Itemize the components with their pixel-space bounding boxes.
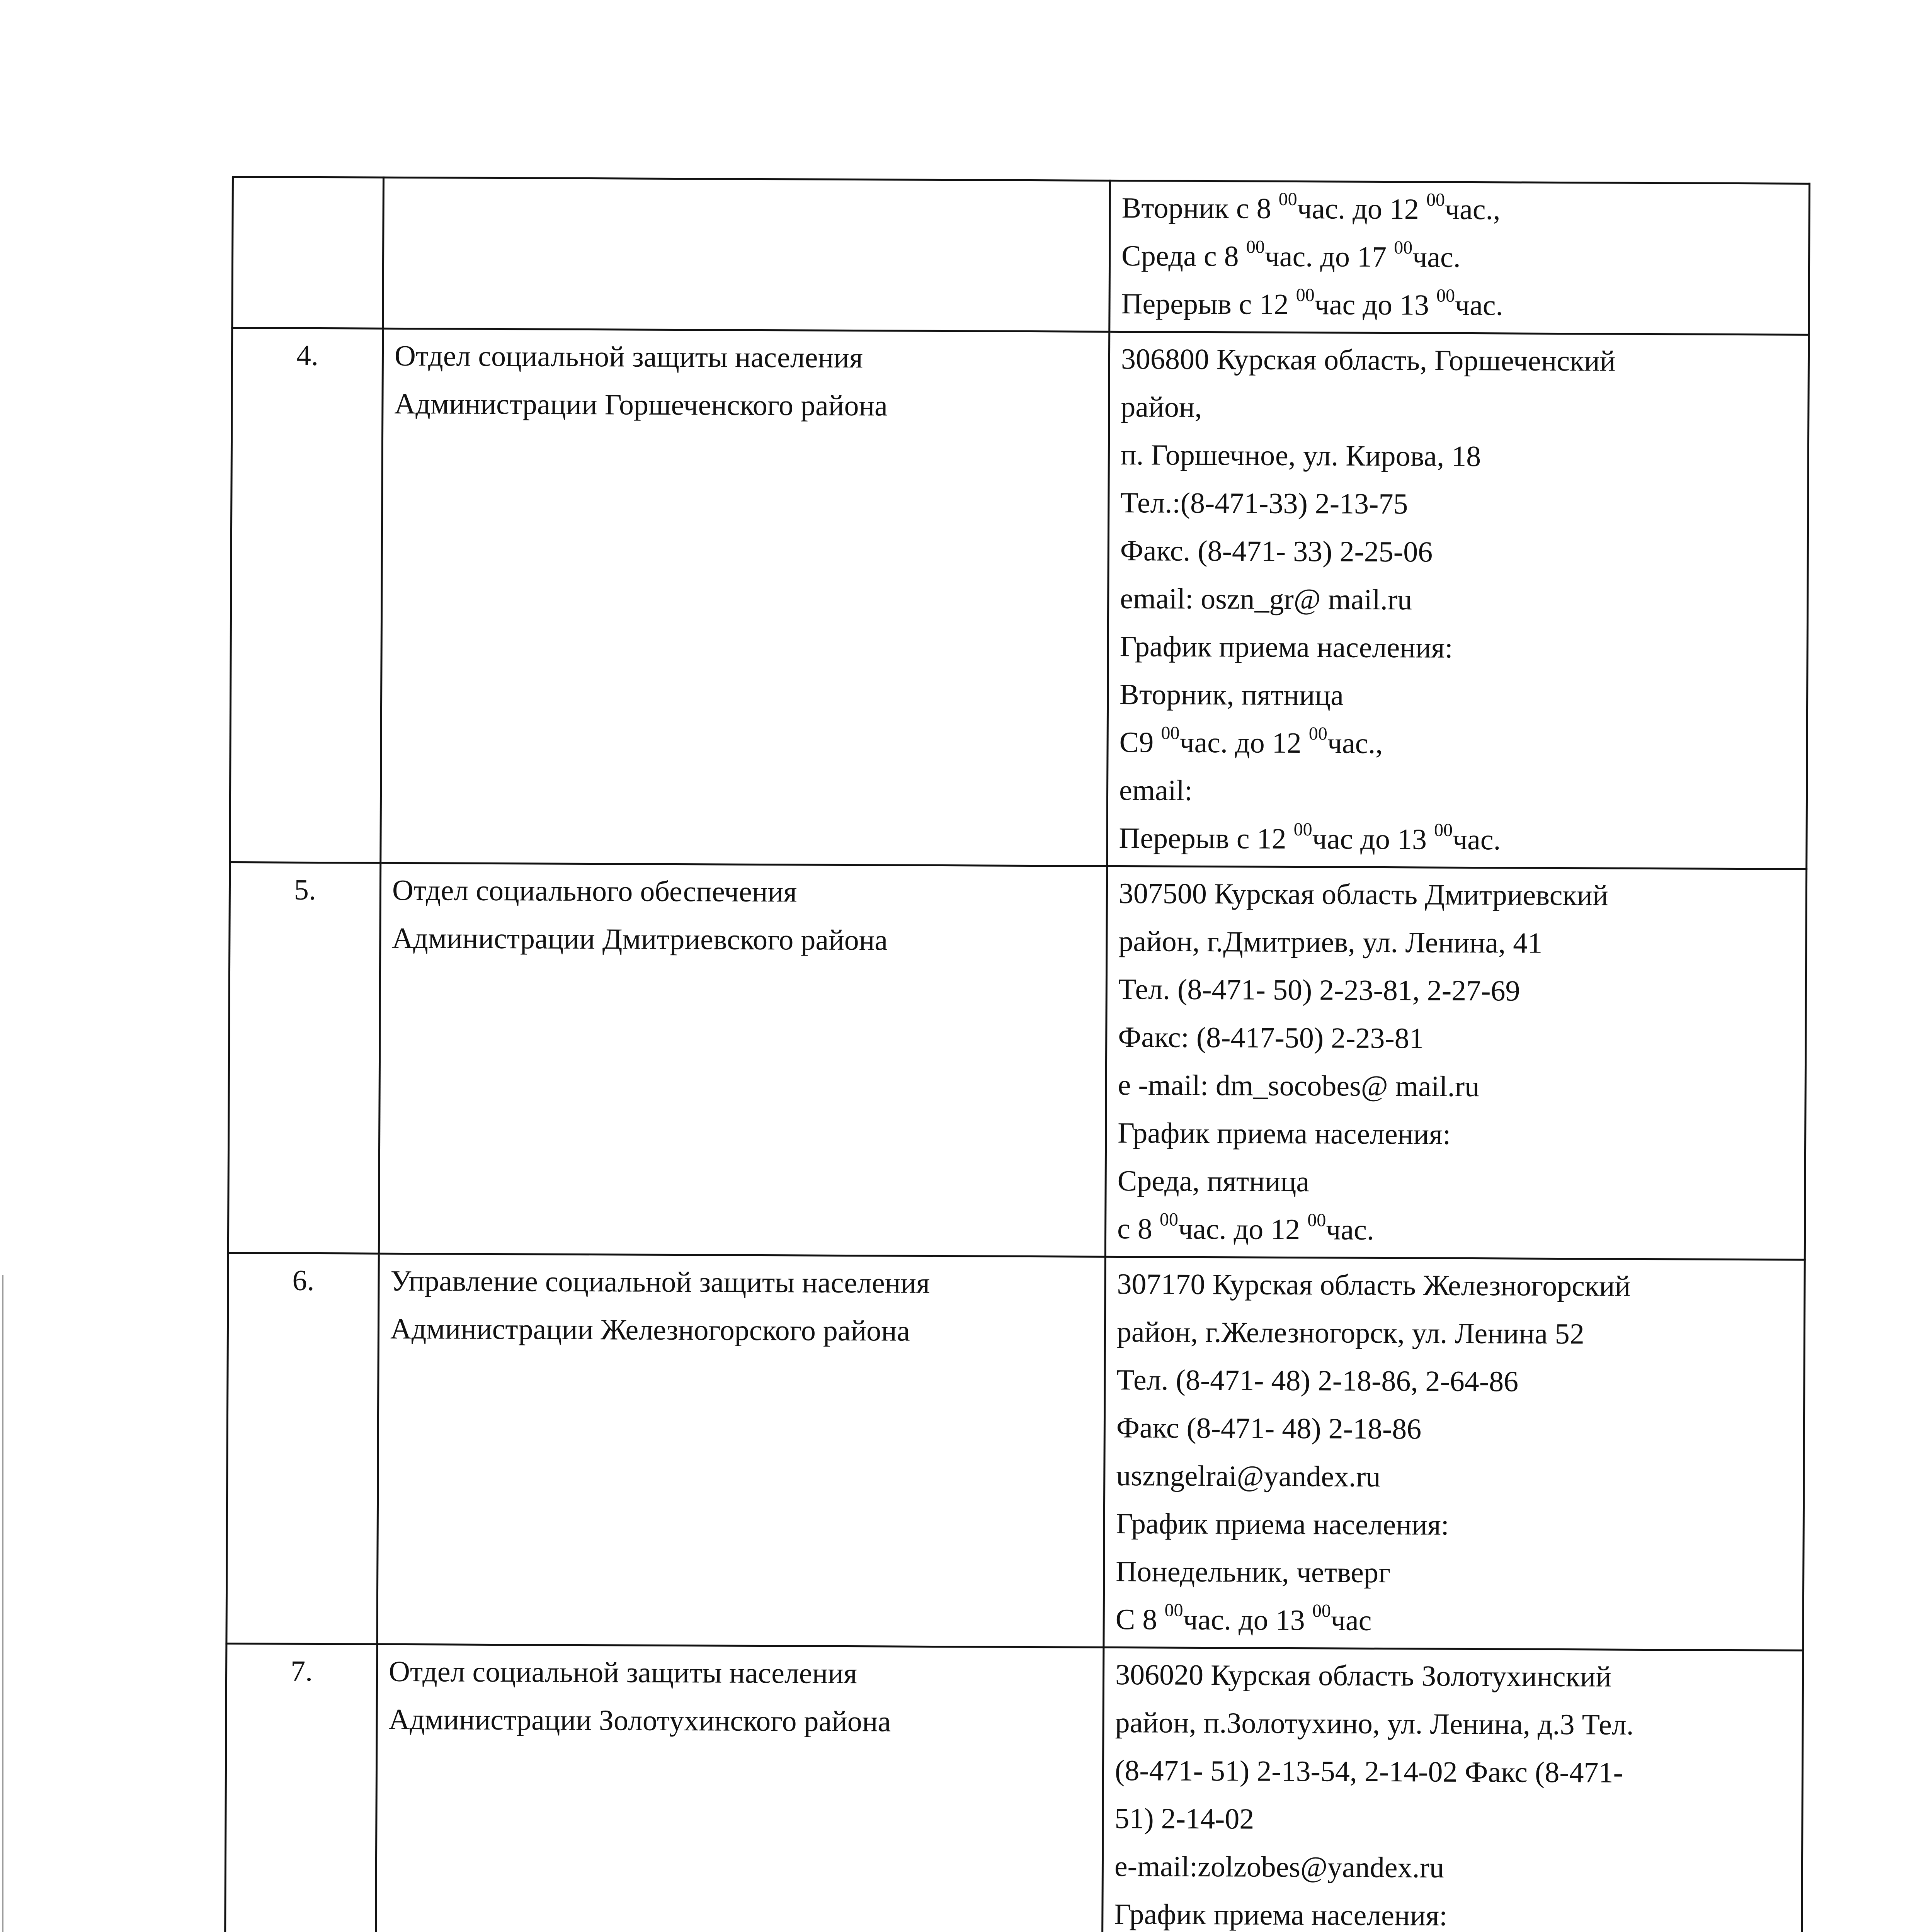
address-line [1120,622,1796,673]
address-text: (8-471- 51) 2-13-54, 2-14-02 Факс (8-471- [1114,1754,1623,1789]
address-text: Понедельник, четверг [1116,1555,1391,1589]
address-line [1120,479,1797,530]
address-text: email: oszn_gr@ mail.ru [1120,582,1412,616]
address-text: e -mail: dm_socobes@ mail.ru [1118,1069,1480,1103]
address-text: час. [1455,289,1503,322]
organization-cell [383,177,1110,332]
address-line [1119,718,1795,769]
organization-cell [375,1644,1104,1932]
time-minutes-superscript: 00 [1161,723,1180,743]
time-minutes-superscript: 00 [1308,723,1327,744]
table-row [230,328,1809,869]
row-number: 5. [294,873,316,906]
time-minutes-superscript: 00 [1436,285,1455,306]
time-minutes-superscript: 00 [1394,237,1413,258]
address-text: Тел. (8-471- 48) 2-18-86, 2-64-86 [1116,1364,1519,1398]
address-cell [1105,866,1806,1260]
address-line [1117,1308,1793,1359]
address-line [1118,965,1795,1016]
address-line [1117,1205,1793,1256]
address-line [1118,917,1795,968]
address-line [1114,1890,1790,1932]
address-text: час. до 12 [1297,192,1427,226]
address-text: 307170 Курская область Железногорский [1117,1268,1631,1303]
address-text: район, [1121,391,1202,423]
address-text: График приема населения: [1118,1117,1451,1151]
address-line [1120,575,1796,626]
address-line [1117,1260,1793,1311]
address-text: Перерыв с 12 [1119,822,1294,855]
contacts-table-wrapper [221,176,1809,1932]
address-text: 307500 Курская область Дмитриевский [1118,877,1608,912]
address-line [1120,527,1797,578]
address-text: email: [1119,774,1193,807]
address-line [1116,1356,1793,1407]
address-text: с 8 [1117,1213,1160,1245]
scan-edge-line [2,1275,3,1932]
organization-cell [381,328,1109,866]
address-line [1119,766,1795,817]
address-text: e-mail:zolzobes@yandex.ru [1114,1850,1444,1884]
organization-line: Отдел социального обеспечения [392,874,797,908]
table-row [225,1643,1803,1932]
address-line [1118,1109,1794,1160]
address-text: час. [1452,823,1501,856]
address-text: Факс: (8-417-50) 2-23-81 [1118,1021,1424,1055]
row-number-cell [225,1643,377,1932]
address-line [1116,1404,1793,1455]
organization-line: Отдел социальной защиты населения [394,339,863,374]
contacts-table-body [222,177,1809,1932]
address-text: час. до 12 [1178,1213,1308,1246]
time-minutes-superscript: 00 [1426,189,1445,210]
row-number-cell [230,328,383,863]
address-line [1121,280,1797,331]
address-text: График приема населения: [1114,1898,1448,1932]
address-line [1121,431,1797,482]
row-number-cell [232,177,384,329]
address-line [1121,184,1798,235]
time-minutes-superscript: 00 [1293,819,1312,840]
contacts-table [221,176,1810,1932]
address-text: час. до 12 [1179,726,1309,760]
address-text: Факс (8-471- 48) 2-18-86 [1116,1412,1422,1446]
address-line [1118,1061,1794,1112]
address-line [1121,383,1797,434]
address-text: час до 13 [1312,823,1434,856]
address-text: График приема населения: [1116,1507,1449,1541]
address-line [1115,1595,1792,1646]
row-number: 6. [292,1264,315,1297]
time-minutes-superscript: 00 [1278,189,1297,210]
address-line [1119,869,1795,920]
address-text: С 8 [1115,1603,1165,1636]
address-text: Перерыв с 12 [1121,287,1296,321]
address-line [1115,1747,1791,1798]
address-text: График приема населения: [1120,630,1453,664]
table-row [226,1253,1805,1650]
address-text: п. Горшечное, ул. Кирова, 18 [1120,439,1481,473]
address-text: 51) 2-14-02 [1114,1802,1254,1835]
time-minutes-superscript: 00 [1296,285,1315,306]
address-text: час., [1444,193,1501,226]
row-number-cell [228,862,380,1253]
address-line [1116,1500,1792,1551]
address-text: Среда, пятница [1117,1165,1310,1198]
address-text: район, п.Золотухино, ул. Ленина, д.3 Тел. [1115,1706,1634,1741]
address-text: Тел.:(8-471-33) 2-13-75 [1120,486,1408,520]
address-cell [1104,1257,1805,1650]
table-row [232,177,1810,335]
address-cell [1107,332,1809,869]
address-text: час. до 13 [1183,1603,1312,1637]
address-text: Вторник с 8 [1121,192,1279,225]
address-line [1116,1452,1792,1503]
address-text: час. [1412,241,1461,274]
address-text: Тел. (8-471- 50) 2-23-81, 2-27-69 [1118,973,1520,1007]
time-minutes-superscript: 00 [1159,1209,1179,1230]
table-row [228,862,1806,1260]
address-text: час [1331,1604,1372,1637]
address-line [1119,814,1795,865]
row-number: 7. [290,1655,313,1687]
address-cell [1102,1647,1803,1932]
address-text: Факс. (8-471- 33) 2-25-06 [1120,534,1433,568]
row-number-cell [226,1253,379,1644]
address-text: час. [1326,1213,1375,1246]
address-text: Среда с 8 [1121,240,1246,273]
organization-cell [377,1253,1105,1647]
address-text: С9 [1119,726,1161,759]
address-line [1121,232,1798,283]
address-line [1115,1651,1792,1702]
address-text: uszngelrai@yandex.ru [1116,1459,1381,1493]
address-text: 306020 Курская область Золотухинский [1115,1658,1612,1693]
address-line [1117,1157,1793,1208]
organization-line: Администрации Горшеченского района [394,387,888,422]
address-line [1116,1548,1792,1599]
time-minutes-superscript: 00 [1307,1210,1326,1231]
address-text: час до 13 [1314,288,1437,321]
address-text: район, г.Железногорск, ул. Ленина 52 [1116,1316,1585,1350]
organization-line: Администрации Золотухинского района [388,1703,891,1738]
organization-line: Администрации Железногорского района [390,1312,910,1347]
address-text: час. до 17 [1264,240,1394,274]
address-line [1121,335,1797,386]
address-line [1118,1013,1794,1064]
address-text: 306800 Курская область, Горшеченский [1121,343,1616,378]
time-minutes-superscript: 00 [1246,236,1265,257]
address-text: Вторник, пятница [1119,678,1344,712]
address-text: час., [1327,727,1383,760]
address-line [1114,1794,1791,1845]
organization-cell [379,863,1107,1257]
address-text: район, г.Дмитриев, ул. Ленина, 41 [1118,925,1543,959]
time-minutes-superscript: 00 [1312,1600,1331,1621]
organization-line: Администрации Дмитриевского района [392,922,888,957]
address-cell [1109,180,1810,335]
address-line [1114,1842,1791,1893]
organization-line: Управление социальной защиты населения [390,1264,930,1299]
time-minutes-superscript: 00 [1434,820,1453,840]
time-minutes-superscript: 00 [1164,1600,1183,1621]
address-line [1115,1699,1791,1750]
organization-line: Отдел социальной защиты населения [388,1655,858,1690]
address-line [1120,670,1796,721]
row-number: 4. [296,339,319,372]
